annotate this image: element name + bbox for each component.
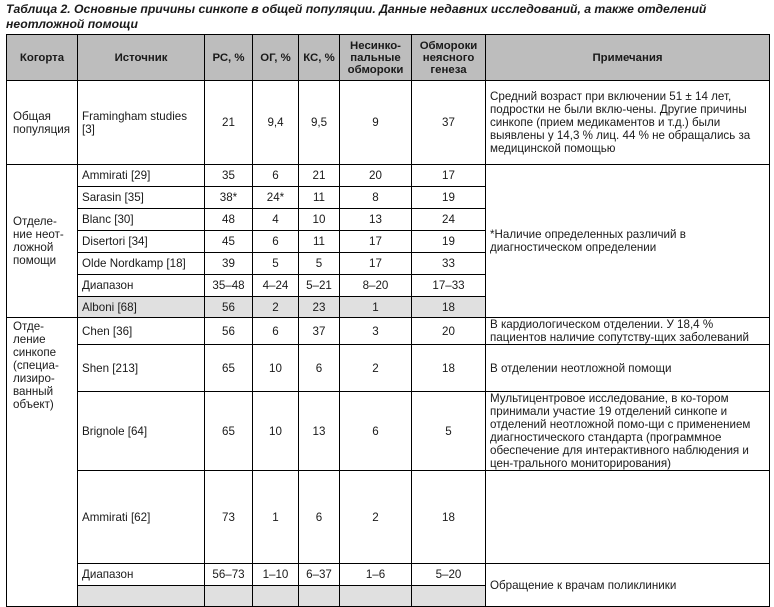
nonsync-cell: 8 [340, 187, 412, 209]
rs-cell [205, 586, 253, 607]
unknown-cell: 17–33 [412, 275, 486, 297]
rs-cell: 48 [205, 209, 253, 231]
nonsync-cell: 2 [340, 471, 412, 564]
ks-cell: 37 [299, 318, 340, 345]
og-cell: 1 [253, 471, 299, 564]
unknown-cell: 18 [412, 297, 486, 318]
ks-cell [299, 586, 340, 607]
table-row [7, 165, 770, 187]
nonsync-cell [340, 586, 412, 607]
source-cell: Ammirati [62] [78, 471, 205, 564]
nonsync-cell: 9 [340, 81, 412, 165]
source-cell: Диапазон [78, 564, 205, 586]
note-emergency: *Наличие определенных различий в диагностическом определении [486, 165, 770, 318]
og-cell: 6 [253, 318, 299, 345]
source-cell: Ammirati [29] [78, 165, 205, 187]
ks-cell: 21 [299, 165, 340, 187]
source-cell: Диапазон [78, 275, 205, 297]
og-cell: 4 [253, 209, 299, 231]
header-nonsync: Несинко-пальные обмороки [340, 35, 412, 81]
table-row [7, 564, 770, 586]
nonsync-cell: 6 [340, 392, 412, 471]
ks-cell: 11 [299, 187, 340, 209]
table-row [7, 81, 770, 165]
unknown-cell [412, 586, 486, 607]
og-cell: 4–24 [253, 275, 299, 297]
nonsync-cell: 13 [340, 209, 412, 231]
note-cell [486, 471, 770, 564]
og-cell: 2 [253, 297, 299, 318]
ks-cell: 13 [299, 392, 340, 471]
source-cell: Blanc [30] [78, 209, 205, 231]
nonsync-cell: 20 [340, 165, 412, 187]
source-cell: Chen [36] [78, 318, 205, 345]
unknown-cell: 19 [412, 231, 486, 253]
ks-cell: 9,5 [299, 81, 340, 165]
cohort-emergency: Отделе-ние неот-ложной помощи [7, 165, 78, 318]
og-cell: 10 [253, 345, 299, 392]
table-row [7, 471, 770, 564]
rs-cell: 38* [205, 187, 253, 209]
note-cell: В отделении неотложной помощи [486, 345, 770, 392]
rs-cell: 73 [205, 471, 253, 564]
nonsync-cell: 17 [340, 231, 412, 253]
range-label: Alboni [68] [78, 297, 205, 318]
nonsync-cell: 8–20 [340, 275, 412, 297]
rs-cell: 56–73 [205, 564, 253, 586]
table-caption: Таблица 2. Основные причины синкопе в общей популяции. Данные недавних исследований, а также отделений неотложной помощи [6, 2, 707, 31]
og-cell: 6 [253, 231, 299, 253]
table-row [7, 392, 770, 471]
ks-cell: 11 [299, 231, 340, 253]
source-cell: Brignole [64] [78, 392, 205, 471]
rs-cell: 35–48 [205, 275, 253, 297]
unknown-cell: 19 [412, 187, 486, 209]
rs-cell: 56 [205, 318, 253, 345]
note-policlinic: Обращение к врачам поликлиники [486, 564, 770, 607]
ks-cell: 5–21 [299, 275, 340, 297]
unknown-cell: 18 [412, 345, 486, 392]
header-ks: КС, % [299, 35, 340, 81]
note-cell: Средний возраст при включении 51 ± 14 лет, подростки не были вклю-чены. Другие причины синкопе (прием медикаментов и т.д.) были выявлены у 14,3 % лиц. 44 % не обращались за медицинской помощью [486, 81, 770, 165]
ks-cell: 6–37 [299, 564, 340, 586]
rs-cell: 65 [205, 345, 253, 392]
ks-cell: 5 [299, 253, 340, 275]
source-cell: Sarasin [35] [78, 187, 205, 209]
unknown-cell: 17 [412, 165, 486, 187]
header-og: ОГ, % [253, 35, 299, 81]
rs-cell: 45 [205, 231, 253, 253]
unknown-cell: 24 [412, 209, 486, 231]
rs-cell: 56 [205, 297, 253, 318]
source-cell: Framingham studies [3] [78, 81, 205, 165]
ks-cell: 6 [299, 345, 340, 392]
note-cell: В кардиологическом отделении. У 18,4 % пациентов наличие сопутству-щих заболеваний [486, 318, 770, 345]
og-cell: 5 [253, 253, 299, 275]
og-cell: 1–10 [253, 564, 299, 586]
og-cell: 10 [253, 392, 299, 471]
rs-cell: 65 [205, 392, 253, 471]
ks-cell: 23 [299, 297, 340, 318]
header-unknown: Обмороки неясного генеза [412, 35, 486, 81]
rs-cell: 39 [205, 253, 253, 275]
nonsync-cell: 3 [340, 318, 412, 345]
og-cell: 9,4 [253, 81, 299, 165]
header-source: Источник [78, 35, 205, 81]
cohort-general: Общая популяция [7, 81, 78, 165]
header-rs: РС, % [205, 35, 253, 81]
nonsync-cell: 1 [340, 297, 412, 318]
nonsync-cell: 1–6 [340, 564, 412, 586]
source-cell: Disertori [34] [78, 231, 205, 253]
table-row [7, 318, 770, 345]
note-cell: Мультицентровое исследование, в ко-тором принимали участие 19 отделений синкопе и отделений неотложной помо-щи с применением диагностического стандарта (программное обеспечение для интерактивного наблюдения и цен-трального мониторирования) [486, 392, 770, 471]
og-cell: 6 [253, 165, 299, 187]
rs-cell: 21 [205, 81, 253, 165]
header-cohort: Когорта [7, 35, 78, 81]
unknown-cell: 5–20 [412, 564, 486, 586]
source-cell: Olde Nordkamp [18] [78, 253, 205, 275]
range-label [78, 586, 205, 607]
unknown-cell: 5 [412, 392, 486, 471]
unknown-cell: 20 [412, 318, 486, 345]
source-cell: Shen [213] [78, 345, 205, 392]
unknown-cell: 18 [412, 471, 486, 564]
header-row [7, 35, 770, 81]
og-cell: 24* [253, 187, 299, 209]
nonsync-cell: 2 [340, 345, 412, 392]
syncope-causes-table [6, 34, 770, 607]
cohort-syncope: Отде-ление синкопе (специа-лизиро-ванный объект) [7, 318, 78, 607]
rs-cell: 35 [205, 165, 253, 187]
ks-cell: 10 [299, 209, 340, 231]
nonsync-cell: 17 [340, 253, 412, 275]
header-notes: Примечания [486, 35, 770, 81]
ks-cell: 6 [299, 471, 340, 564]
og-cell [253, 586, 299, 607]
unknown-cell: 33 [412, 253, 486, 275]
table-row [7, 345, 770, 392]
unknown-cell: 37 [412, 81, 486, 165]
